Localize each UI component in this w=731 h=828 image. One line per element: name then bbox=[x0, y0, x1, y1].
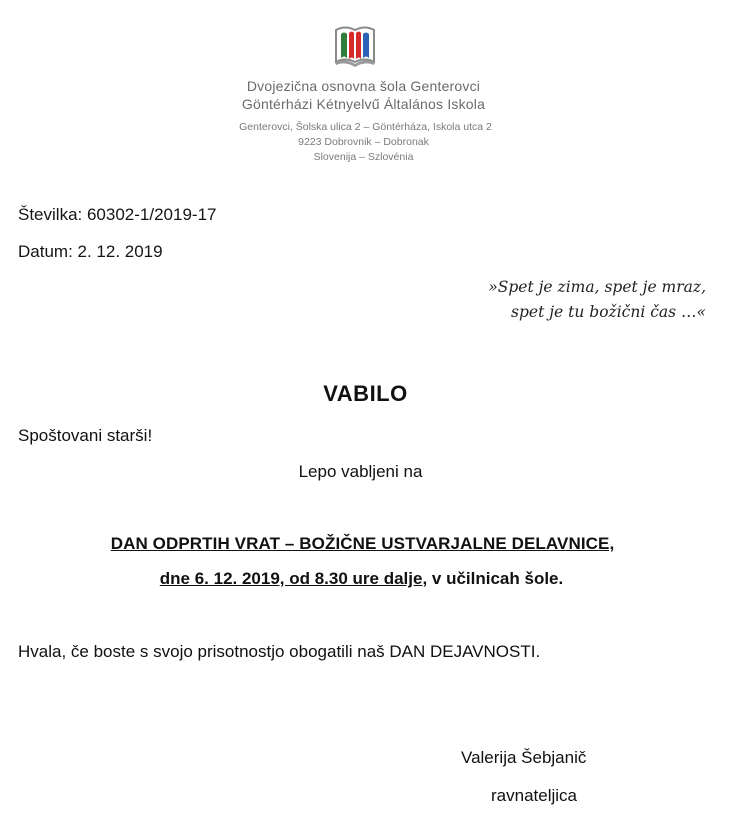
school-name-hungarian: Göntérházi Kétnyelvű Általános Iskola bbox=[241, 96, 486, 112]
school-logo bbox=[333, 24, 377, 70]
thanks-text: Hvala, če boste s svojo prisotnostjo obogatili naš DAN DEJAVNOSTI. bbox=[18, 642, 541, 661]
event-name bbox=[0, 534, 731, 554]
document-number: Številka: 60302-1/2019-17 bbox=[18, 205, 217, 224]
invite-text bbox=[0, 462, 731, 482]
school-address-postal: 9223 Dobrovnik – Dobronak bbox=[298, 136, 429, 148]
school-address-country: Slovenija – Szlovénia bbox=[313, 151, 414, 163]
greeting: Spoštovani starši! bbox=[18, 426, 153, 445]
book-icon bbox=[333, 24, 377, 70]
signature-role: ravnateljica bbox=[491, 786, 577, 805]
poem-line-2: spet je tu božični čas …« bbox=[511, 303, 706, 321]
poem-line-1: »Spet je zima, spet je mraz, bbox=[488, 278, 706, 296]
invite-text-label: Lepo vabljeni na bbox=[298, 462, 423, 481]
event-where: , v učilnicah šole. bbox=[422, 569, 564, 588]
school-address-street: Genterovci, Šolska ulica 2 – Göntérháza, Iskola utca 2 bbox=[239, 121, 492, 133]
event-when-where bbox=[0, 569, 731, 589]
school-name-slovenian: Dvojezična osnovna šola Genterovci bbox=[246, 78, 481, 94]
event-when-where-inner bbox=[160, 569, 563, 588]
invitation-title: VABILO bbox=[323, 381, 408, 406]
event-when: dne 6. 12. 2019, od 8.30 ure dalje bbox=[159, 569, 423, 588]
signature-name: Valerija Šebjanič bbox=[461, 748, 587, 767]
event-name-label: DAN ODPRTIH VRAT – BOŽIČNE USTVARJALNE DELAVNICE, bbox=[110, 534, 615, 553]
document-date: Datum: 2. 12. 2019 bbox=[18, 242, 163, 261]
